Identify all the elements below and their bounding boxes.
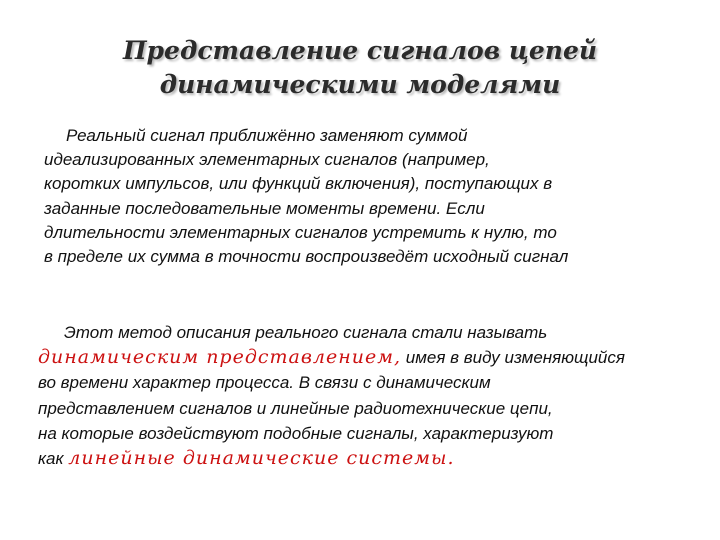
title-line-1: Представление сигналов цепей (122, 36, 598, 65)
paragraph-1-line: идеализированных элементарных сигналов (например, (44, 150, 490, 170)
paragraph-2-text: имея в виду изменяющийся (401, 348, 625, 368)
paragraph-1-line: заданные последовательные моменты времени. Если (44, 198, 485, 218)
slide-title (60, 34, 660, 102)
paragraph-1 (44, 124, 694, 269)
paragraph-2-line: во времени характер процесса. В связи с динамическим (38, 373, 491, 393)
paragraph-2-line (38, 446, 698, 471)
paragraph-2-line: на которые воздействуют подобные сигналы, характеризуют (38, 423, 554, 443)
paragraph-2-text: как (38, 449, 69, 469)
paragraph-2 (38, 320, 698, 471)
paragraph-1-line: Реальный сигнал приближённо заменяют суммой (66, 126, 468, 145)
term-linear-dynamic-systems: линейные динамические системы. (68, 447, 455, 470)
paragraph-1-line: коротких импульсов, или функций включения), поступающих в (44, 174, 553, 194)
title-line-2: динамическими моделями (159, 70, 561, 99)
paragraph-2-line: представлением сигналов и линейные радиотехнические цепи, (38, 398, 553, 418)
term-dynamic-representation: динамическим представлением, (38, 346, 402, 369)
paragraph-1-line: в пределе их сумма в точности воспроизведёт исходный сигнал (44, 247, 569, 267)
paragraph-2-line (38, 345, 698, 370)
paragraph-2-line: Этот метод описания реального сигнала стали называть (64, 323, 548, 342)
paragraph-1-line: длительности элементарных сигналов устремить к нулю, то (44, 222, 557, 242)
